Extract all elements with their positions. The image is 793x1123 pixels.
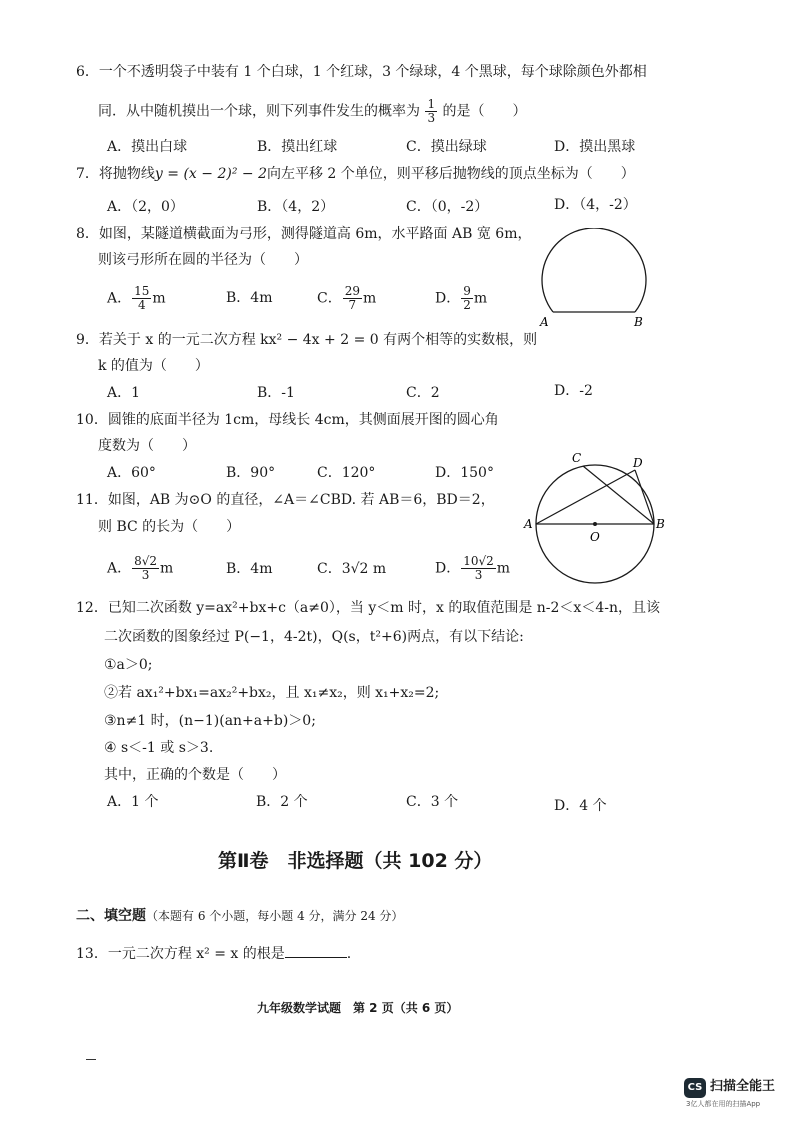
q8-option-d: D． $\frac{9}{2}$ m	[435, 284, 488, 312]
q11-line2: 则 BC 的长为（ ）	[98, 519, 241, 535]
q12-option-b: B．2 个	[256, 794, 308, 810]
q11-line1: 11．如图，AB 为⊙O 的直径，∠A＝∠CBD. 若 AB＝6，BD＝2，	[76, 492, 495, 508]
section-ii-heading	[76, 906, 403, 926]
q6-option-b: B．摸出红球	[257, 139, 338, 155]
q7-stem	[76, 164, 635, 184]
page-footer: 九年级数学试题 第 2 页（共 6 页）	[257, 1001, 459, 1015]
camscanner-logo-icon: CS	[684, 1078, 706, 1098]
q6-option-d: D．摸出黑球	[554, 139, 636, 155]
fig11-label-d: D	[633, 456, 643, 470]
fig8-label-b: B	[634, 315, 643, 329]
q10-option-a: A．60°	[107, 465, 156, 481]
tunnel-arch-figure	[536, 228, 656, 332]
q6-line2	[98, 98, 527, 125]
q12-conclusion-3: ③n≠1 时，(n−1)(an+a+b)＞0;	[104, 713, 316, 729]
q7-option-b: B．（4，2）	[257, 199, 335, 215]
fig8-label-a: A	[540, 315, 549, 329]
q10-option-c: C．120°	[317, 465, 376, 481]
q13-text-a: 13．一元二次方程 x² = x 的根是	[76, 946, 285, 962]
q8-option-b: B．4m	[226, 290, 273, 306]
q12-line1: 12．已知二次函数 y=ax²+bx+c（a≠0），当 y＜m 时，x 的取值范围是 n-2＜x＜4-n，且该	[76, 600, 660, 616]
q7-option-a: A．（2，0）	[107, 199, 184, 215]
q12-conclusion-4: ④ s＜-1 或 s＞3.	[104, 740, 214, 756]
watermark-subtitle: 3亿人都在用的扫描App	[686, 1100, 761, 1108]
q11-option-d: D． $\frac{10√2}{3}$ m	[435, 554, 511, 582]
q11-option-c: C．3√2 m	[317, 561, 387, 577]
q13-stem	[76, 944, 351, 964]
q8-line2: 则该弓形所在圆的半径为（ ）	[98, 252, 308, 268]
fill-blank-heading: 二、填空题	[76, 908, 146, 924]
q12-option-a: A．1 个	[107, 794, 159, 810]
q8-option-a: A． $\frac{15}{4}$ m	[107, 284, 166, 312]
section-ii-title: 第Ⅱ卷 非选择题（共 102 分）	[218, 850, 493, 872]
q10-line2: 度数为（ ）	[98, 438, 196, 454]
fig11-label-c: C	[572, 451, 582, 465]
q9-line1: 9．若关于 x 的一元二次方程 kx² − 4x + 2 = 0 有两个相等的实数根，则	[76, 332, 538, 348]
q10-option-d: D．150°	[435, 465, 494, 481]
q12-prompt: 其中，正确的个数是（ ）	[104, 767, 286, 783]
q13-answer-blank	[285, 945, 347, 958]
q9-option-c: C．2	[406, 385, 440, 401]
q13-text-b: .	[346, 946, 352, 962]
fig11-label-a: A	[524, 517, 533, 531]
q10-option-b: B．90°	[226, 465, 276, 481]
q10-line1: 10．圆锥的底面半径为 1cm，母线长 4cm，其侧面展开图的圆心角	[76, 412, 499, 428]
q6-line1: 6．一个不透明袋子中装有 1 个白球，1 个红球，3 个绿球，4 个黑球，每个球除颜色外都相	[76, 64, 647, 80]
circle-figure	[520, 450, 670, 596]
q7-option-d: D．（4，-2）	[554, 197, 637, 213]
fig11-label-o: O	[590, 530, 600, 544]
stray-mark	[86, 1059, 96, 1060]
q6-option-a: A．摸出白球	[107, 139, 188, 155]
q12-conclusion-1: ①a＞0;	[104, 657, 153, 673]
q6-fraction: $\frac{1}{3}$	[427, 97, 436, 125]
q9-option-a: A．1	[107, 385, 141, 401]
q8-option-c: C． $\frac{29}{7}$ m	[317, 284, 377, 312]
q7-formula: y = (x − 2)² − 2	[154, 166, 267, 182]
q6-line2-a: 同．从中随机摸出一个球，则下列事件发生的概率为	[98, 103, 420, 120]
q7-text-b: 向左平移 2 个单位，则平移后抛物线的顶点坐标为（ ）	[266, 166, 635, 182]
watermark-title: 扫描全能王	[710, 1079, 776, 1094]
q9-line2: k 的值为（ ）	[98, 358, 209, 374]
q11-option-a: A． $\frac{8√2}{3}$ m	[107, 554, 174, 582]
fill-blank-instructions: （本题有 6 个小题，每小题 4 分，满分 24 分）	[146, 909, 404, 923]
q12-conclusion-2: ②若 ax₁²+bx₁=ax₂²+bx₂，且 x₁≠x₂，则 x₁+x₂=2;	[104, 685, 440, 701]
q12-option-c: C．3 个	[406, 794, 459, 810]
q7-text-a: 7．将抛物线	[76, 166, 155, 182]
q12-line2: 二次函数的图象经过 P(−1，4-2t)，Q(s，t²+6)两点，有以下结论:	[104, 629, 524, 645]
q9-option-d: D．-2	[554, 383, 593, 399]
q12-option-d: D．4 个	[554, 798, 607, 814]
q11-option-b: B．4m	[226, 561, 273, 577]
arch-curve	[542, 228, 646, 312]
q6-option-c: C．摸出绿球	[406, 139, 487, 155]
q9-option-b: B．-1	[257, 385, 295, 401]
q8-line1: 8．如图，某隧道横截面为弓形，测得隧道高 6m，水平路面 AB 宽 6m，	[76, 226, 532, 242]
q6-line2-b: 的是（ ）	[442, 103, 527, 120]
fig11-label-b: B	[656, 517, 665, 531]
q7-option-c: C．（0，-2）	[406, 199, 489, 215]
center-point	[593, 522, 597, 526]
